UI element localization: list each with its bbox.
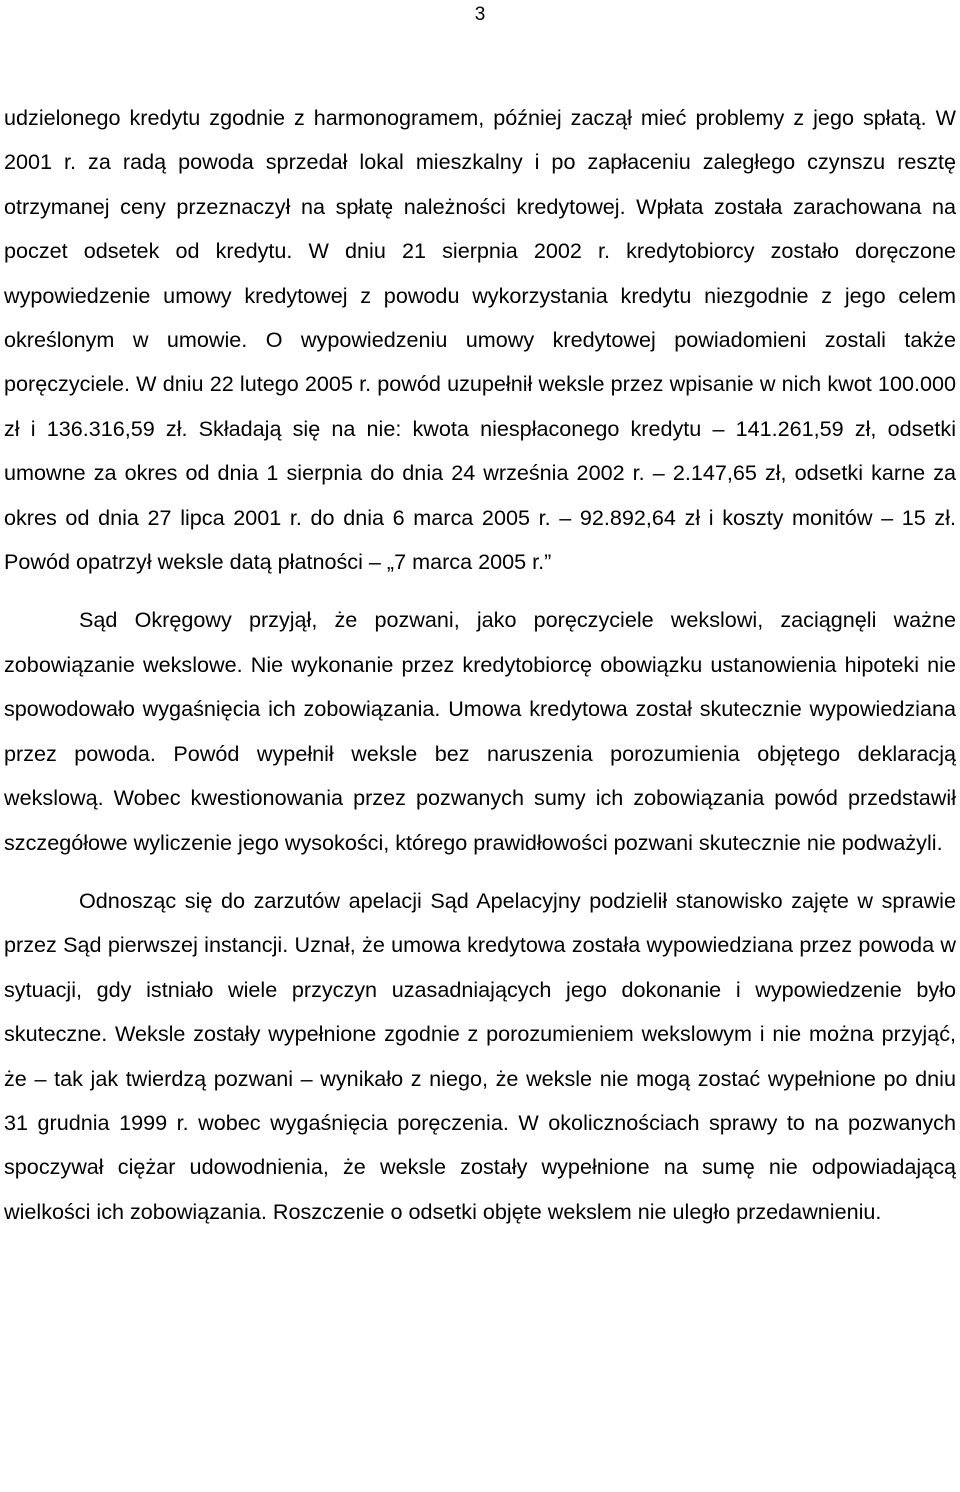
paragraph-2: Sąd Okręgowy przyjął, że pozwani, jako poręczyciele wekslowi, zaciągnęli ważne zobowiązanie wekslowe. Nie wykonanie przez kredytobiorcę obowiązku ustanowienia hipoteki nie spowodowało wygaśnięcia ich zobowiązania. Umowa kredytowa został skutecznie wypowiedziana przez powoda. Powód wypełnił weksle bez naruszenia porozumienia objętego deklaracją wekslową. Wobec kwestionowania przez pozwanych sumy ich zobowiązania powód przedstawił szczegółowe wyliczenie jego wysokości, którego prawidłowości pozwani skutecznie nie podważyli. <box>4 607 956 855</box>
paragraph-1: udzielonego kredytu zgodnie z harmonogramem, później zaczął mieć problemy z jego spłatą. W 2001 r. za radą powoda sprzedał lokal mieszkalny i po zapłaceniu zaległego czynszu resztę otrzymanej ceny przeznaczył na spłatę należności kredytowej. Wpłata została zarachowana na poczet odsetek od kredytu. W dniu 21 sierpnia 2002 r. kredytobiorcy zostało doręczone wypowiedzenie umowy kredytowej z powodu wykorzystania kredytu niezgodnie z jego celem określonym w umowie. O wypowiedzeniu umowy kredytowej powiadomieni zostali także poręczyciele. W dniu 22 lutego 2005 r. powód uzupełnił weksle przez wpisanie w nich kwot 100.000 zł i 136.316,59 zł. Składają się na nie: kwota niespłaconego kredytu – 141.261,59 zł, odsetki umowne za okres od dnia 1 sierpnia do dnia 24 września 2002 r. – 2.147,65 zł, odsetki karne za okres od dnia 27 lipca 2001 r. do dnia 6 marca 2005 r. – 92.892,64 zł i koszty monitów – 15 zł. Powód opatrzył weksle datą płatności – „7 marca 2005 r.” <box>4 105 956 575</box>
page-number: 3 <box>474 4 486 25</box>
document-body <box>4 96 956 1234</box>
paragraph-3: Odnosząc się do zarzutów apelacji Sąd Apelacyjny podzielił stanowisko zajęte w sprawie przez Sąd pierwszej instancji. Uznał, że umowa kredytowa została wypowiedziana przez powoda w sytuacji, gdy istniało wiele przyczyn uzasadniających jego dokonanie i wypowiedzenie było skuteczne. Weksle zostały wypełnione zgodnie z porozumieniem wekslowym i nie można przyjąć, że – tak jak twierdzą pozwani – wynikało z niego, że weksle nie mogą zostać wypełnione po dniu 31 grudnia 1999 r. wobec wygaśnięcia poręczenia. W okolicznościach sprawy to na pozwanych spoczywał ciężar udowodnienia, że weksle zostały wypełnione na sumę nie odpowiadającą wielkości ich zobowiązania. Roszczenie o odsetki objęte wekslem nie uległo przedawnieniu. <box>4 887 956 1224</box>
